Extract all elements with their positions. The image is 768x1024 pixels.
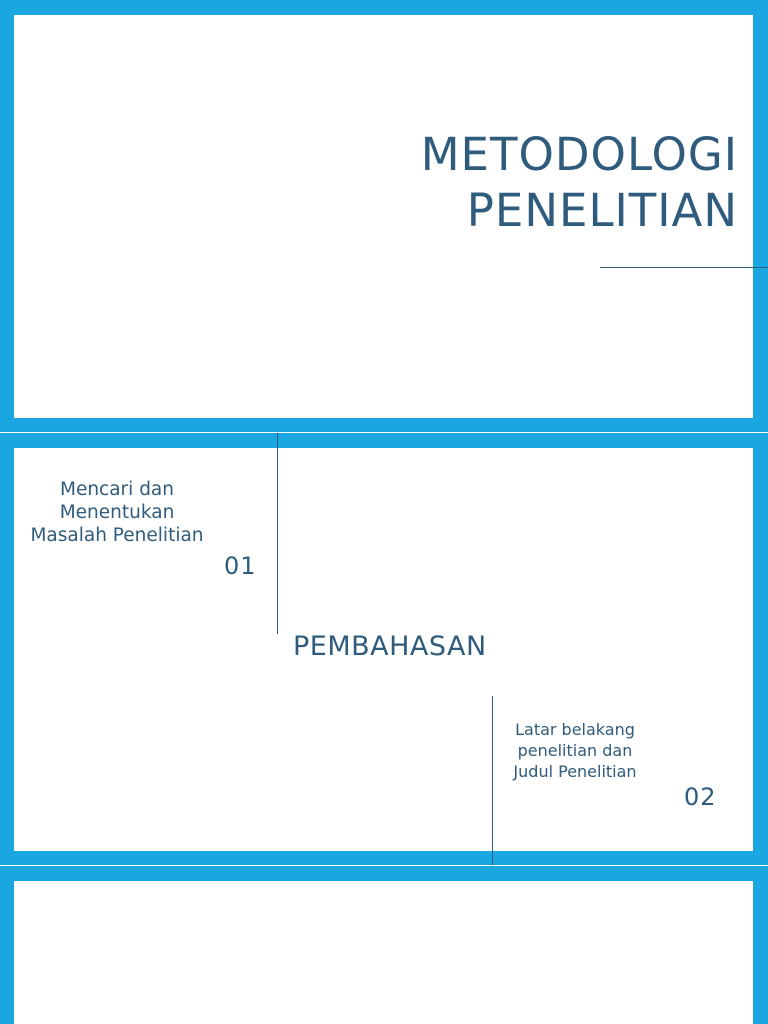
title-line-2: PENELITIAN [466, 184, 738, 237]
divider-line-2 [492, 696, 493, 865]
slide-1[interactable] [0, 0, 768, 432]
topic-1-description: Mencari dan Menentukan Masalah Penelitian [30, 479, 204, 546]
topic-1-number: 01 [224, 552, 257, 580]
section-heading: PEMBAHASAN [293, 631, 487, 662]
topic-2-description: Latar belakang penelitian dan Judul Penelitian [513, 720, 637, 781]
slide-3[interactable] [0, 866, 768, 1024]
topic-2-number: 02 [684, 783, 717, 811]
title-underline [600, 267, 768, 268]
slide-title [421, 127, 738, 239]
title-line-1: METODOLOGI [420, 128, 738, 181]
divider-line-1 [277, 433, 278, 634]
slide-3-canvas [14, 881, 753, 1024]
slide-2[interactable] [0, 433, 768, 865]
